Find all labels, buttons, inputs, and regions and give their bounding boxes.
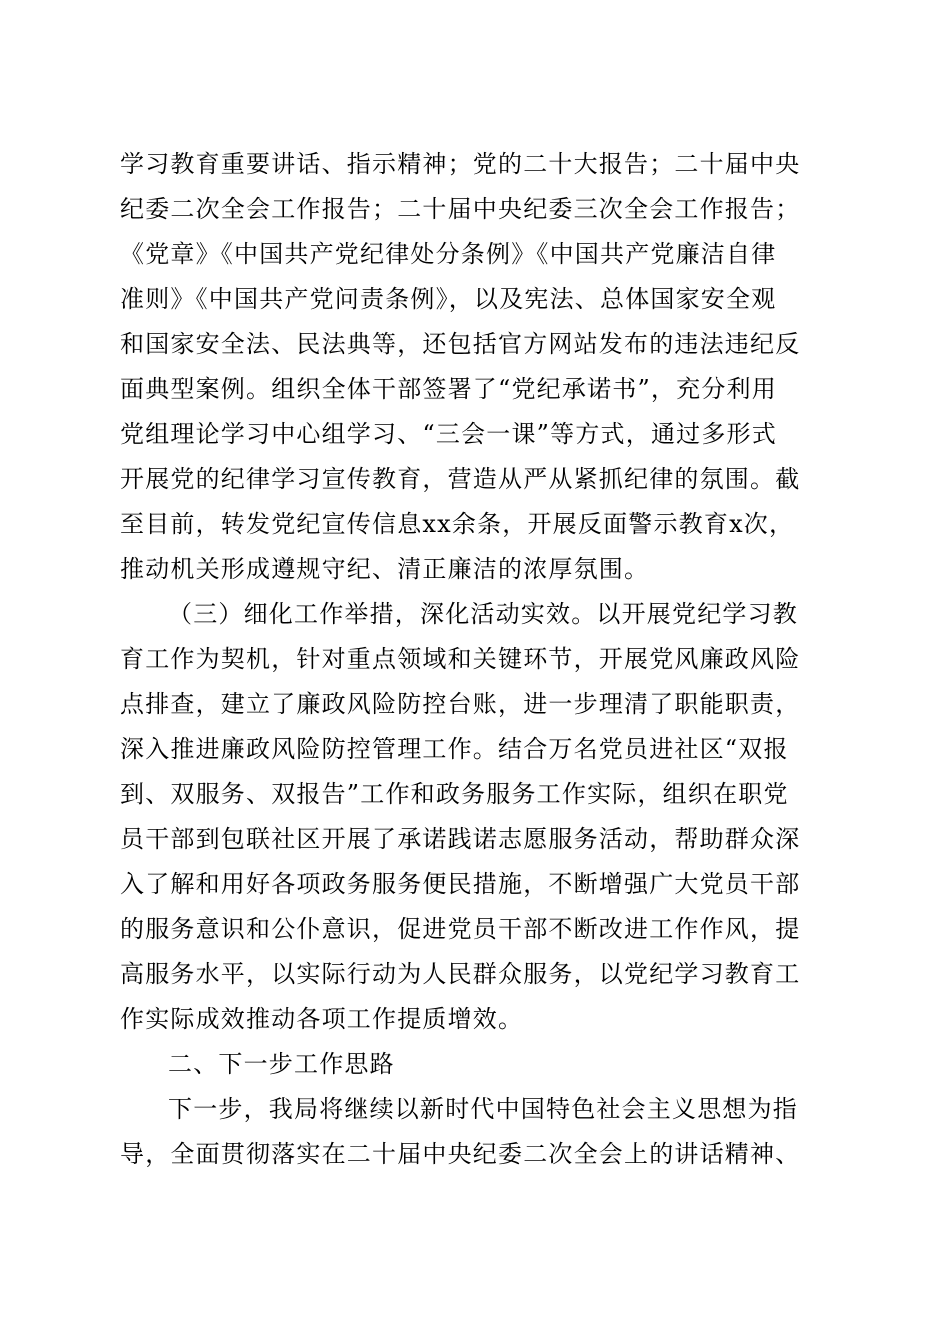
paragraph-line: 到、双服务、双报告”工作和政务服务工作实际，组织在职党 <box>120 780 789 808</box>
paragraph-line: 至目前，转发党纪宣传信息xx余条，开展反面警示教育x次， <box>120 510 795 538</box>
paragraph-line: 的服务意识和公仆意识，促进党员干部不断改进工作作风，提 <box>120 915 801 943</box>
section-heading: 二、下一步工作思路 <box>168 1050 395 1078</box>
paragraph-line: 推动机关形成遵规守纪、清正廉洁的浓厚氛围。 <box>120 555 650 583</box>
paragraph-line: 导，全面贯彻落实在二十届中央纪委二次全会上的讲话精神、 <box>120 1140 801 1168</box>
paragraph-line: 下一步，我局将继续以新时代中国特色社会主义思想为指 <box>168 1095 798 1123</box>
paragraph-line: 高服务水平，以实际行动为人民群众服务，以党纪学习教育工 <box>120 960 801 988</box>
paragraph-line: 党组理论学习中心组学习、“三会一课”等方式，通过多形式 <box>120 420 777 448</box>
paragraph-line: 准则》《中国共产党问责条例》，以及宪法、总体国家安全观 <box>120 285 777 313</box>
paragraph-line: 员干部到包联社区开展了承诺践诺志愿服务活动，帮助群众深 <box>120 825 801 853</box>
paragraph-line: 深入推进廉政风险防控管理工作。结合万名党员进社区“双报 <box>120 735 789 763</box>
paragraph-line: 学习教育重要讲话、指示精神；党的二十大报告；二十届中央 <box>120 150 801 178</box>
paragraph-line: 和国家安全法、民法典等，还包括官方网站发布的违法违纪反 <box>120 330 801 358</box>
paragraph-line: 纪委二次全会工作报告；二十届中央纪委三次全会工作报告； <box>120 195 801 223</box>
paragraph-line: 开展党的纪律学习宣传教育，营造从严从紧抓纪律的氛围。截 <box>120 465 801 493</box>
paragraph-line: 作实际成效推动各项工作提质增效。 <box>120 1005 524 1033</box>
paragraph-line: 《党章》《中国共产党纪律处分条例》《中国共产党廉洁自律 <box>120 240 777 268</box>
paragraph-line: （三）细化工作举措，深化活动实效。以开展党纪学习教 <box>168 600 798 628</box>
paragraph-line: 育工作为契机，针对重点领域和关键环节，开展党风廉政风险 <box>120 645 801 673</box>
paragraph-line: 入了解和用好各项政务服务便民措施，不断增强广大党员干部 <box>120 870 801 898</box>
paragraph-line: 点排查，建立了廉政风险防控台账，进一步理清了职能职责， <box>120 690 801 718</box>
document-body <box>120 142 830 1177</box>
paragraph-line: 面典型案例。组织全体干部签署了“党纪承诺书”，充分利用 <box>120 375 777 403</box>
